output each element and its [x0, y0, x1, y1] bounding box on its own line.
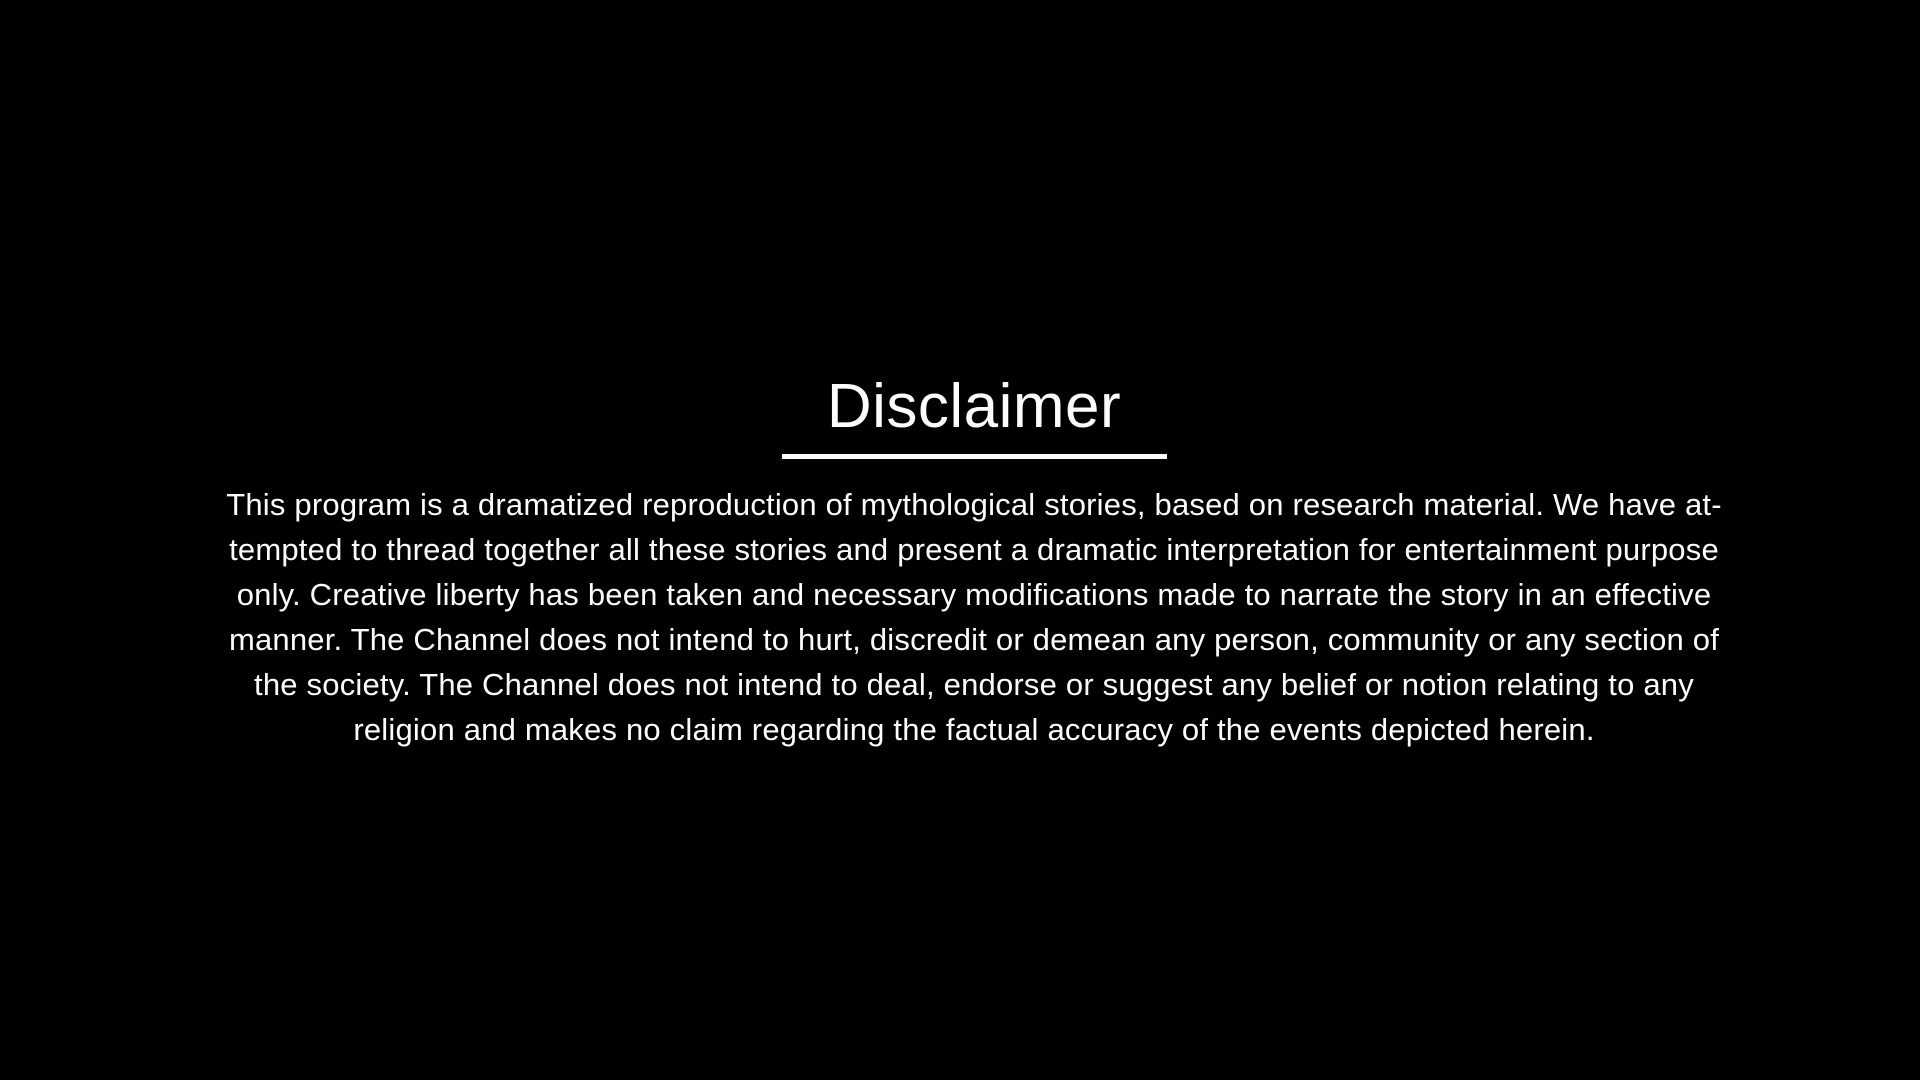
disclaimer-title: Disclaimer — [826, 372, 1122, 441]
disclaimer-line: only. Creative liberty has been taken and necessary modifications made to narrate the story in an effective — [236, 577, 1712, 612]
disclaimer-content — [14, 0, 1920, 1080]
disclaimer-line: tempted to thread together all these stories and present a dramatic interpretation for entertainment purpose — [229, 532, 1719, 567]
disclaimer-line: religion and makes no claim regarding the factual accuracy of the events depicted herein. — [353, 712, 1595, 747]
disclaimer-line: the society. The Channel does not intend to deal, endorse or suggest any belief or notion relating to any — [254, 667, 1694, 702]
disclaimer-text — [14, 482, 1920, 752]
disclaimer-line: This program is a dramatized reproduction of mythological stories, based on research material. We have at- — [226, 487, 1722, 522]
title-underline — [782, 454, 1167, 459]
disclaimer-line: manner. The Channel does not intend to hurt, discredit or demean any person, community or any section of — [228, 622, 1720, 657]
